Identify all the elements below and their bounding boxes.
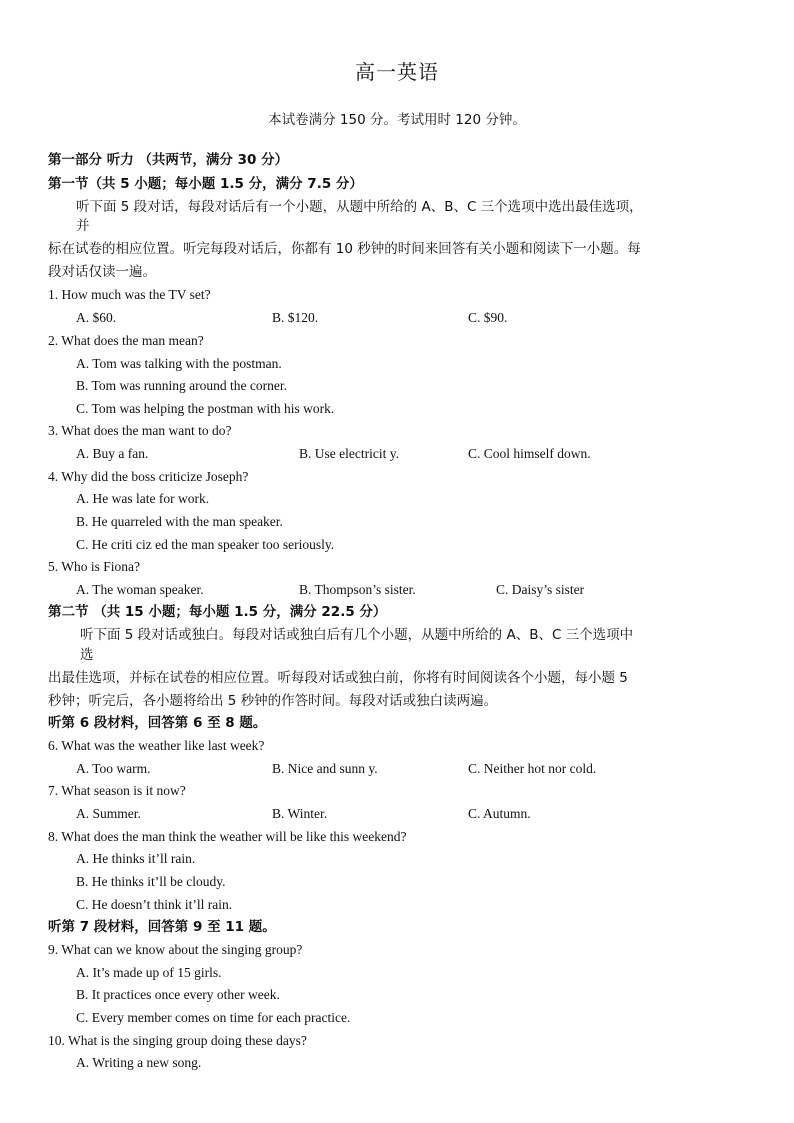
section1-instruction-line4: 段对话仅读一遍。: [48, 264, 156, 280]
question-7-option-a: A. Summer.: [76, 806, 141, 821]
question-5-option-a: A. The woman speaker.: [76, 582, 204, 597]
section2-heading: 第二节 （共 15 小题；每小题 1.5 分，满分 22.5 分）: [48, 604, 387, 620]
section2-instruction-line3: 出最佳选项，并标在试卷的相应位置。听每段对话或独白前，你将有时间阅读各个小题，每小题 5: [48, 670, 628, 686]
section1-heading: 第一节（共 5 小题；每小题 1.5 分，满分 7.5 分）: [48, 176, 363, 192]
question-2-option-a: A. Tom was talking with the postman.: [76, 356, 282, 371]
question-8-option-b: B. He thinks it’ll be cloudy.: [76, 874, 226, 889]
question-10-stem: 10. What is the singing group doing these days?: [48, 1033, 307, 1048]
question-8-option-c: C. He doesn’t think it’ll rain.: [76, 897, 233, 912]
section2-instruction-line2: 选: [80, 647, 94, 663]
question-3-option-c: C. Cool himself down.: [468, 446, 591, 461]
section2-instruction-line4: 秒钟；听完后，各小题将给出 5 秒钟的作答时间。每段对话或独白读两遍。: [48, 693, 498, 709]
question-4-option-a: A. He was late for work.: [76, 491, 210, 506]
question-1-option-a: A. $60.: [76, 310, 117, 325]
part1-heading: 第一部分 听力 （共两节，满分 30 分）: [48, 152, 289, 168]
question-6-option-c: C. Neither hot nor cold.: [468, 761, 597, 776]
question-8-option-a: A. He thinks it’ll rain.: [76, 851, 196, 866]
question-6-stem: 6. What was the weather like last week?: [48, 738, 265, 753]
question-4-stem: 4. Why did the boss criticize Joseph?: [48, 469, 249, 484]
question-1-option-b: B. $120.: [272, 310, 319, 325]
question-3-stem: 3. What does the man want to do?: [48, 423, 232, 438]
page-title: 高一英语: [355, 60, 439, 84]
section1-instruction-line2: 并: [76, 218, 90, 234]
question-5-option-b: B. Thompson’s sister.: [299, 582, 416, 597]
question-1-stem: 1. How much was the TV set?: [48, 287, 211, 302]
section1-instruction-line3: 标在试卷的相应位置。听完每段对话后，你都有 10 秒钟的时间来回答有关小题和阅读下一小题。每: [48, 241, 641, 257]
question-5-option-c: C. Daisy’s sister: [496, 582, 585, 597]
question-2-option-b: B. Tom was running around the corner.: [76, 378, 288, 393]
question-7-option-b: B. Winter.: [272, 806, 328, 821]
question-4-option-c: C. He criti ciz ed the man speaker too seriously.: [76, 537, 335, 552]
question-7-option-c: C. Autumn.: [468, 806, 531, 821]
question-6-option-a: A. Too warm.: [76, 761, 151, 776]
exam-info: 本试卷满分 150 分。考试用时 120 分钟。: [268, 112, 526, 128]
question-9-option-c: C. Every member comes on time for each practice.: [76, 1010, 351, 1025]
question-6-option-b: B. Nice and sunn y.: [272, 761, 378, 776]
section1-instruction-line1: 听下面 5 段对话，每段对话后有一个小题，从题中所给的 A、B、C 三个选项中选出最佳选项，: [76, 199, 643, 215]
question-9-option-a: A. It’s made up of 15 girls.: [76, 965, 222, 980]
question-1-option-c: C. $90.: [468, 310, 508, 325]
question-5-stem: 5. Who is Fiona?: [48, 559, 140, 574]
question-9-option-b: B. It practices once every other week.: [76, 987, 280, 1002]
question-8-stem: 8. What does the man think the weather will be like this weekend?: [48, 829, 407, 844]
question-10-option-a: A. Writing a new song.: [76, 1055, 202, 1070]
question-7-stem: 7. What season is it now?: [48, 783, 186, 798]
question-2-stem: 2. What does the man mean?: [48, 333, 204, 348]
question-2-option-c: C. Tom was helping the postman with his work.: [76, 401, 335, 416]
question-3-option-b: B. Use electricit y.: [299, 446, 399, 461]
question-9-stem: 9. What can we know about the singing group?: [48, 942, 303, 957]
question-4-option-b: B. He quarreled with the man speaker.: [76, 514, 283, 529]
material-6-heading: 听第 6 段材料，回答第 6 至 8 题。: [48, 715, 267, 731]
question-3-option-a: A. Buy a fan.: [76, 446, 149, 461]
section2-instruction-line1: 听下面 5 段对话或独白。每段对话或独白后有几个小题，从题中所给的 A、B、C 三个选项中: [80, 627, 634, 643]
material-7-heading: 听第 7 段材料，回答第 9 至 11 题。: [48, 919, 276, 935]
